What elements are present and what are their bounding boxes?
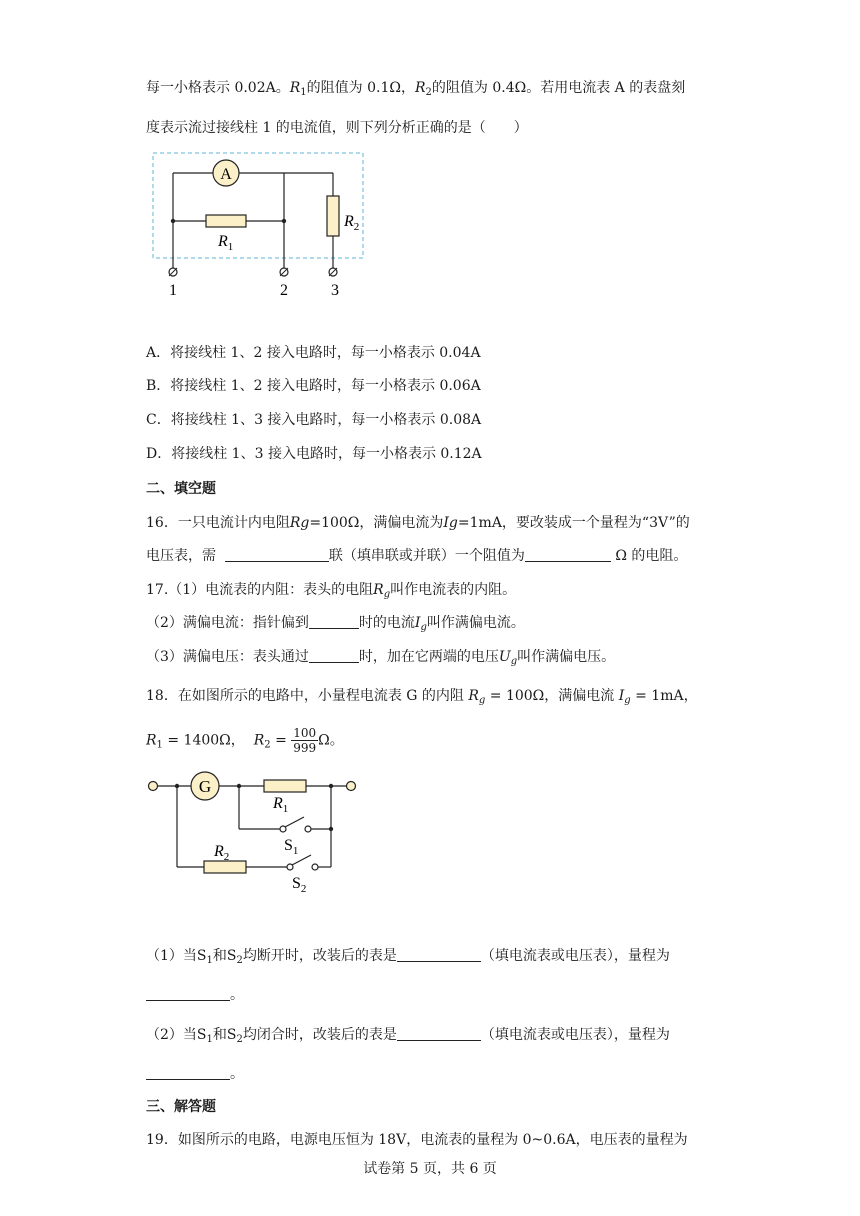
q15-option-b: B．将接线柱 1、2 接入电路时，每一小格表示 0.06A: [146, 378, 481, 394]
terminal-3: [329, 268, 337, 276]
terminal-1: [169, 268, 177, 276]
q15-r1-var: R: [289, 80, 301, 96]
q18-r2-label: $R_2$: [214, 843, 230, 863]
q18-r2-eq: =: [275, 732, 287, 749]
q18-part1-line2: [146, 985, 244, 1005]
q18-p1-end: 。: [230, 987, 244, 1003]
q16-blank-1[interactable]: [225, 547, 329, 562]
q17-blank-1[interactable]: [309, 614, 359, 629]
q18-r2-unit: Ω: [318, 732, 330, 749]
r1-resistor: [206, 215, 246, 227]
q18-r2-var: R: [253, 732, 265, 749]
q18-line2: [146, 726, 344, 760]
q15-line2: 度表示流过接线柱 1 的电流值，则下列分析正确的是（ ）: [146, 120, 528, 136]
switch-s2: [287, 855, 318, 870]
q18-p2-s1-sub: 1: [206, 1034, 213, 1045]
q17-rg-sub: g: [383, 589, 391, 600]
q18-r1-resistor: [264, 780, 306, 792]
q17-line1: [146, 580, 516, 605]
q18-r1-sub: 1: [156, 739, 163, 751]
q15-option-a: A．将接线柱 1、2 接入电路时，每一小格表示 0.04A: [146, 345, 481, 361]
q17-text-3c: 叫作满偏电压。: [517, 649, 616, 665]
r1-label: $R_1$: [218, 233, 234, 253]
q15-text-a: 每一小格表示 0.02A。: [146, 80, 290, 96]
q17-ig-var: I: [414, 615, 421, 631]
q15-r2-sub: 2: [425, 87, 432, 98]
q17-line3: [146, 647, 615, 672]
q15-line1: [146, 78, 685, 103]
q18-ig-var: I: [618, 688, 625, 704]
q18-text-a: 18．在如图所示的电路中，小量程电流表 G 的内阻: [146, 688, 464, 704]
q16-text-e: 联（填串联或并联）一个阻值为: [328, 548, 525, 564]
q16-text-a: 16．一只电流计内电阻: [146, 515, 290, 531]
q18-r2-numerator: 100: [293, 726, 317, 740]
q18-text-b: ，满偏电流: [544, 688, 615, 704]
q17-text-3a: （3）满偏电压：表头通过: [146, 649, 309, 665]
q18-p1-blank-2[interactable]: [146, 986, 230, 1001]
q18-p1-s2: S: [226, 948, 237, 964]
q18-text-c: ，: [683, 688, 698, 704]
q16-text-d: 电压表，需: [146, 548, 216, 564]
s1-label: $S_1$: [284, 837, 299, 857]
r2-resistor: [327, 196, 339, 236]
q17-rg-var: R: [373, 582, 384, 598]
q18-p1-blank-1[interactable]: [397, 947, 481, 962]
q15-r2-var: R: [414, 80, 426, 96]
q18-p2-text-b: 均闭合时，改装后的表是: [242, 1027, 397, 1043]
q18-circuit-figure: [142, 768, 362, 898]
q18-rg-var: R: [468, 688, 479, 704]
ammeter-label: A: [220, 166, 232, 183]
terminal-2: [280, 268, 288, 276]
q17-text-2b: 时的电流: [358, 615, 415, 631]
q18-text-d: ，: [230, 732, 245, 749]
q18-text-e: 。: [329, 732, 344, 749]
q16-text-b: =100Ω，满偏电流为: [309, 515, 444, 531]
q18-p2-s1: S: [196, 1027, 207, 1043]
q15-option-c: C．将接线柱 1、3 接入电路时，每一小格表示 0.08A: [146, 412, 482, 428]
q18-p2-blank-1[interactable]: [397, 1026, 481, 1041]
q18-rg-value: = 100Ω: [489, 688, 545, 704]
q18-p1-text-a: （1）当: [146, 948, 197, 964]
q18-r1-var: R: [146, 732, 157, 749]
q16-line1: [146, 513, 690, 533]
q17-text-2c: 叫作满偏电流。: [426, 615, 525, 631]
q18-p2-text-a: （2）当: [146, 1027, 197, 1043]
section-fill-in-heading: 二、填空题: [146, 481, 216, 497]
switch-s1: [280, 817, 311, 832]
q18-ig-value: = 1mA: [635, 688, 684, 704]
q18-p2-text-c: （填电流表或电压表），量程为: [480, 1027, 670, 1043]
q18-ig-sub: g: [624, 695, 631, 706]
q18-rg-sub: g: [478, 695, 486, 706]
q18-r2-fraction: [291, 726, 318, 755]
q16-blank-2[interactable]: [525, 547, 611, 562]
q17-blank-2[interactable]: [309, 648, 359, 663]
q18-r2-denominator: 999: [293, 741, 317, 755]
q18-p1-text-b: 均断开时，改装后的表是: [242, 948, 397, 964]
q16-text-f: Ω 的电阻。: [615, 548, 688, 564]
page-footer: 试卷第 5 页，共 6 页: [363, 1161, 497, 1177]
r2-label: $R_2$: [344, 213, 360, 233]
q18-p2-blank-2[interactable]: [146, 1065, 230, 1080]
q17-ug-var: U: [498, 649, 511, 665]
q18-p2-and: 和: [212, 1027, 227, 1043]
q18-p1-and: 和: [212, 948, 227, 964]
q18-part2-line2: [146, 1064, 244, 1084]
terminal-1-label: 1: [169, 282, 177, 299]
q17-ug-sub: g: [510, 656, 518, 667]
terminal-2-label: 2: [280, 282, 288, 299]
q19-line1: 19．如图所示的电路，电源电压恒为 18V，电流表的量程为 0~0.6A，电压表的量程为: [146, 1132, 688, 1148]
q15-r1-sub: 1: [300, 87, 307, 98]
q15-option-d: D．将接线柱 1、3 接入电路时，每一小格表示 0.12A: [146, 446, 482, 462]
q18-line1: [146, 686, 698, 711]
q18-p1-text-c: （填电流表或电压表），量程为: [480, 948, 670, 964]
q18-r1-value: = 1400Ω: [167, 732, 231, 749]
q18-p2-end: 。: [230, 1066, 244, 1082]
q18-p1-s2-sub: 2: [236, 955, 243, 966]
q15-text-b: 的阻值为 0.1Ω，: [306, 80, 415, 96]
q16-ig: Ig: [443, 515, 458, 531]
q17-text-1b: 叫作电流表的内阻。: [390, 582, 517, 598]
s2-label: $S_2$: [292, 875, 307, 895]
q18-p2-s2: S: [226, 1027, 237, 1043]
q18-r2-sub: 2: [264, 739, 271, 751]
q17-text-3b: 时，加在它两端的电压: [358, 649, 499, 665]
q18-p1-s1-sub: 1: [206, 955, 213, 966]
terminal-3-label: 3: [331, 282, 339, 299]
q16-line2: [146, 546, 687, 566]
q17-ig-sub: g: [420, 622, 427, 633]
q15-text-c: 的阻值为 0.4Ω。若用电流表 A 的表盘刻: [431, 80, 686, 96]
q16-text-c: =1mA，要改装成一个量程为“3V”的: [457, 515, 690, 531]
q18-r1-label: $R_1$: [273, 795, 289, 815]
q18-part1-line1: [146, 946, 670, 971]
q17-text-2a: （2）满偏电流：指针偏到: [146, 615, 309, 631]
q17-line2: [146, 613, 525, 638]
q15-circuit-figure: [148, 148, 368, 303]
q18-p1-s1: S: [196, 948, 207, 964]
galvanometer-label: G: [198, 777, 212, 796]
q17-text-1a: 17.（1）电流表的内阻：表头的电阻: [146, 582, 374, 598]
q18-p2-s2-sub: 2: [236, 1034, 243, 1045]
section-solve-heading: 三、解答题: [146, 1099, 216, 1115]
q18-part2-line1: [146, 1025, 670, 1050]
q16-rg: Rg: [289, 515, 310, 531]
